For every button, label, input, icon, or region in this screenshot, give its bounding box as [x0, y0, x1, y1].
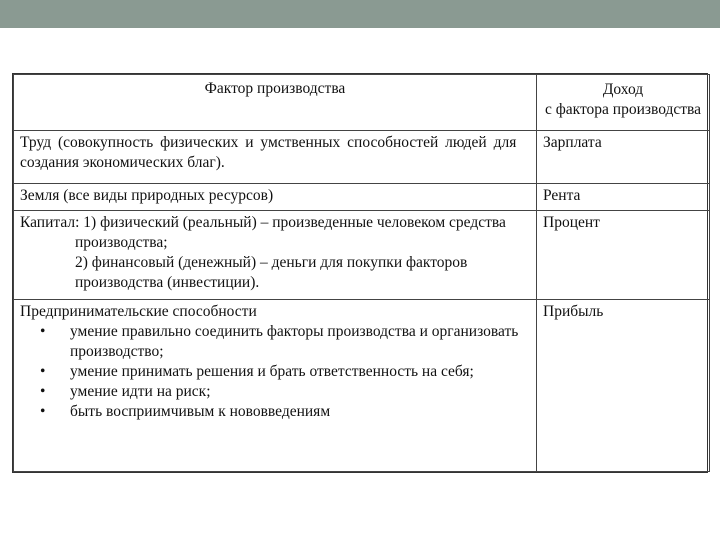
- capital-line3: 2) финансовый (денежный) – деньги для покупки факторов: [75, 254, 468, 271]
- header-income-line2: с фактора производства: [544, 101, 702, 118]
- table-row-entrepreneurship: [14, 300, 710, 472]
- bullet-icon: •: [40, 383, 46, 400]
- header-income: [537, 75, 710, 131]
- header-factor-label: Фактор производства: [204, 80, 346, 97]
- list-item-text: умение правильно соединить факторы производства и организовать производство;: [70, 323, 519, 360]
- list-item-text: умение принимать решения и брать ответственность на себя;: [70, 363, 474, 380]
- list-item-text: быть восприимчивым к нововведениям: [70, 403, 331, 420]
- labor-income: Зарплата: [537, 131, 710, 184]
- table-row-capital: [14, 211, 710, 300]
- header-income-line1: Доход: [602, 81, 644, 98]
- factors-table: [12, 73, 708, 473]
- table-row-labor: [14, 131, 710, 184]
- capital-factor: [14, 211, 537, 300]
- header-factor: [14, 75, 537, 131]
- list-item: [20, 382, 530, 402]
- entrepreneurship-title: Предпринимательские способности: [20, 303, 257, 320]
- capital-line2: производства;: [75, 234, 168, 251]
- list-item: [20, 402, 530, 422]
- list-item-text: умение идти на риск;: [70, 383, 211, 400]
- entrepreneurship-income: Прибыль: [537, 300, 710, 472]
- table-row-land: [14, 184, 710, 211]
- table-header-row: [14, 75, 710, 131]
- list-item: [20, 322, 530, 362]
- list-item: [20, 362, 530, 382]
- entrepreneurship-list: [20, 322, 530, 422]
- capital-income: Процент: [537, 211, 710, 300]
- labor-line1: Труд (совокупность физических и умственных способностей людей для: [20, 134, 517, 151]
- entrepreneurship-factor: [14, 300, 537, 472]
- bullet-icon: •: [40, 403, 46, 420]
- bullet-icon: •: [40, 363, 46, 380]
- capital-line4: производства (инвестиции).: [75, 274, 260, 291]
- labor-line2: создания экономических благ).: [20, 154, 225, 171]
- capital-line1: Капитал: 1) физический (реальный) – произведенные человеком средства: [20, 214, 506, 231]
- top-banner: [0, 0, 720, 28]
- bullet-icon: •: [40, 323, 46, 340]
- land-factor: Земля (все виды природных ресурсов): [14, 184, 537, 211]
- land-income: Рента: [537, 184, 710, 211]
- labor-factor: [14, 131, 537, 184]
